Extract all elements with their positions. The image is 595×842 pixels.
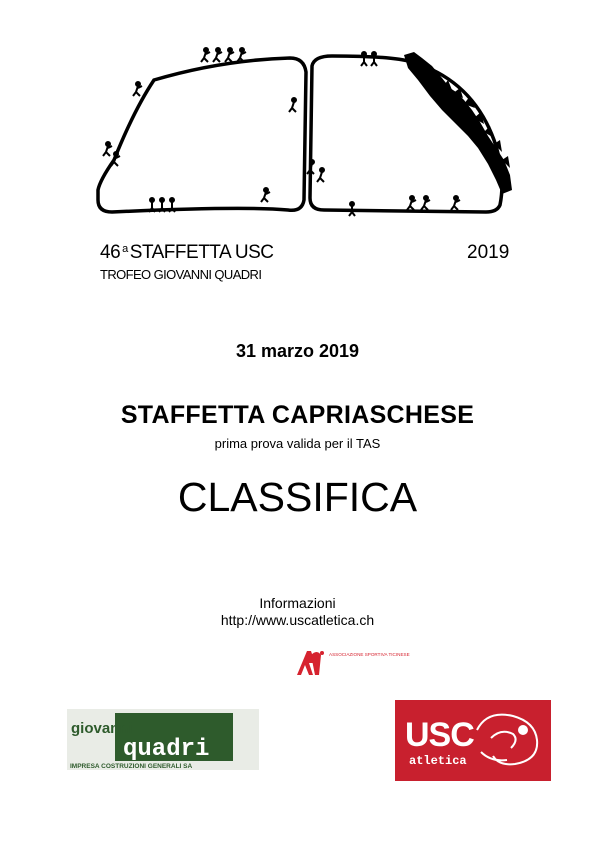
info-label: Informazioni (259, 595, 336, 611)
asti-logo (295, 647, 410, 679)
usc-sub: atletica (409, 754, 467, 768)
event-name: STAFFETTA USC (129, 242, 274, 263)
asti-text: ASSOCIAZIONE SPORTIVA TICINESE (329, 652, 410, 657)
relay-route-icon (92, 40, 517, 225)
quadri-line2: quadri (123, 736, 210, 763)
event-number: 46 (100, 242, 121, 263)
document-title: CLASSIFICA (177, 474, 418, 520)
race-date: 31 marzo 2019 (235, 341, 360, 361)
usc-logo (395, 700, 551, 781)
quadri-tagline: IMPRESA COSTRUZIONI GENERALI SA (70, 763, 193, 770)
event-year: 2019 (467, 242, 510, 263)
race-subtitle: prima prova valida per il TAS (214, 436, 381, 451)
info-link[interactable]: http://www.uscatletica.ch (220, 612, 375, 628)
quadri-line1: giovanni (71, 720, 133, 737)
usc-text: USC (405, 716, 474, 754)
runner-icon (103, 48, 460, 216)
race-name: STAFFETTA CAPRIASCHESE (120, 401, 475, 429)
event-heading (100, 242, 274, 264)
event-number-suffix: a (122, 243, 128, 255)
quadri-logo (67, 709, 259, 770)
trophy-name: TROFEO GIOVANNI QUADRI (100, 267, 262, 282)
